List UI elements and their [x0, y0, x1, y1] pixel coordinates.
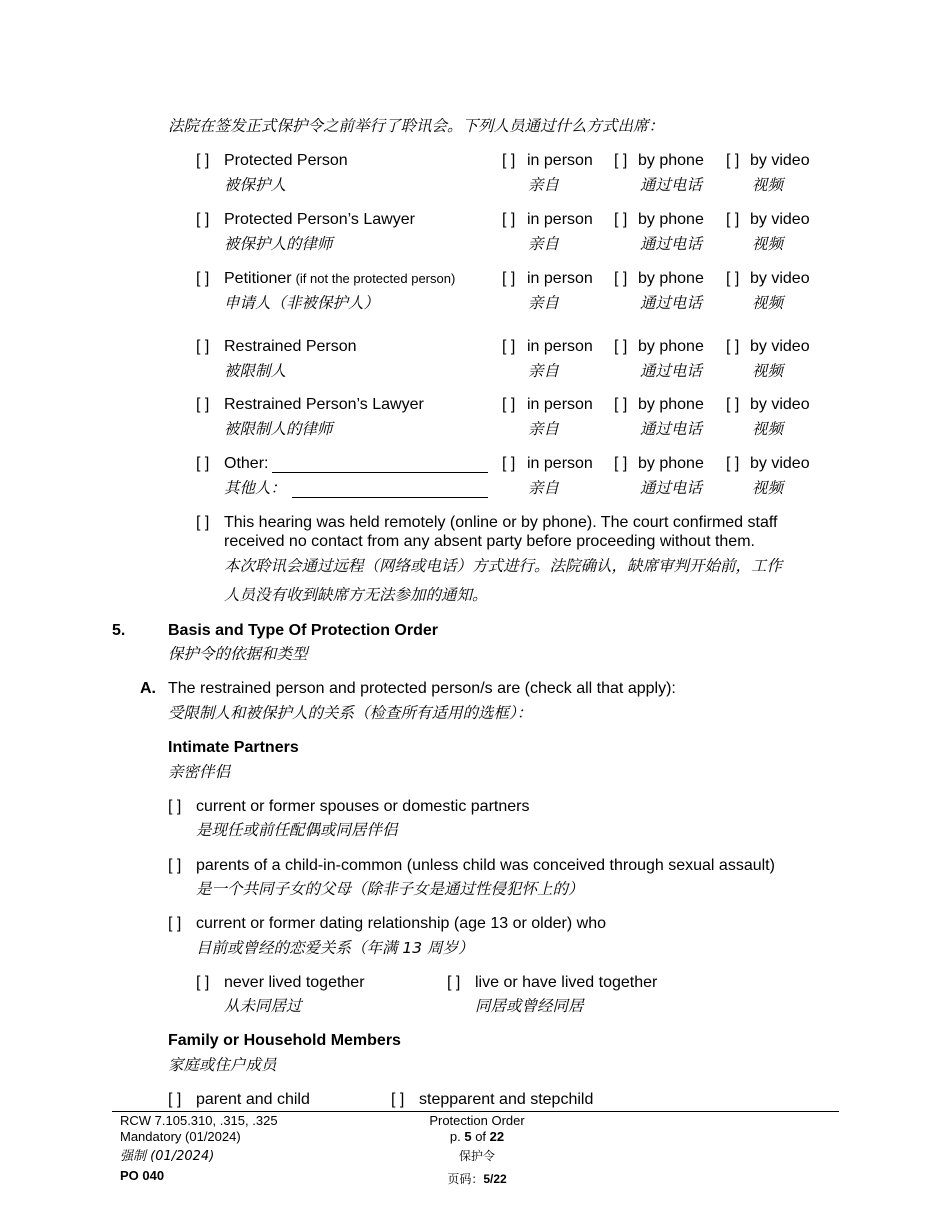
by-video-label: by video	[750, 270, 810, 287]
intimate-item: current or former dating relationship (age 13 or older) who	[196, 915, 606, 932]
part-a-text-zh: 受限制人和被保护人的关系（检查所有适用的选框）：	[168, 704, 533, 722]
attendee-checkbox[interactable]: [ ]	[196, 455, 210, 472]
never-lived-checkbox[interactable]: [ ]	[196, 974, 210, 991]
by-video-label: by video	[750, 455, 810, 472]
by-phone-checkbox[interactable]: [ ]	[614, 455, 628, 472]
intimate-item-zh: 是一个共同子女的父母（除非子女是通过性侵犯怀上的）	[196, 880, 584, 898]
by-phone-label-zh: 通过电话	[640, 420, 703, 438]
by-phone-label-zh: 通过电话	[640, 479, 703, 497]
by-phone-checkbox[interactable]: [ ]	[614, 396, 628, 413]
remote-text-line2: received no contact from any absent party before proceeding without them.	[224, 533, 755, 550]
parent-child-checkbox[interactable]: [ ]	[168, 1091, 182, 1108]
attendee-name: Protected Person	[224, 152, 348, 169]
intimate-checkbox[interactable]: [ ]	[168, 798, 182, 815]
attendee-label-zh: 其他人：	[224, 479, 287, 497]
footer-form-number: PO 040	[120, 1168, 165, 1183]
attendee-label	[224, 397, 424, 413]
in-person-label: in person	[527, 338, 593, 355]
attendee-checkbox[interactable]: [ ]	[196, 211, 210, 228]
intro-zh: 法院在签发正式保护令之前举行了聆讯会。下列人员通过什么方式出席：	[168, 117, 665, 135]
intimate-heading-zh: 亲密伴侣	[168, 763, 231, 781]
stepparent-checkbox[interactable]: [ ]	[391, 1091, 405, 1108]
lived-together-checkbox[interactable]: [ ]	[447, 974, 461, 991]
attendee-checkbox[interactable]: [ ]	[196, 270, 210, 287]
footer-page	[450, 1130, 504, 1143]
section-number: 5.	[112, 622, 126, 639]
by-phone-checkbox[interactable]: [ ]	[614, 270, 628, 287]
by-video-checkbox[interactable]: [ ]	[726, 338, 740, 355]
in-person-label: in person	[527, 270, 593, 287]
section-title: Basis and Type Of Protection Order	[168, 622, 438, 639]
parent-child-label: parent and child	[196, 1091, 310, 1108]
intimate-checkbox[interactable]: [ ]	[168, 857, 182, 874]
in-person-checkbox[interactable]: [ ]	[502, 455, 516, 472]
by-video-checkbox[interactable]: [ ]	[726, 211, 740, 228]
section-title-zh: 保护令的依据和类型	[168, 645, 308, 663]
remote-zh-line2: 人员没有收到缺席方无法参加的通知。	[224, 586, 488, 604]
footer-page-zh-wrap	[447, 1173, 506, 1185]
footer-title: Protection Order	[429, 1113, 525, 1128]
by-video-label-zh: 视频	[752, 176, 784, 194]
attendee-name: Other:	[224, 455, 269, 472]
by-phone-label: by phone	[638, 211, 704, 228]
footer-mandatory: Mandatory (01/2024)	[120, 1129, 241, 1144]
by-video-checkbox[interactable]: [ ]	[726, 270, 740, 287]
by-video-label: by video	[750, 152, 810, 169]
attendee-label	[224, 153, 348, 169]
part-a-text: The restrained person and protected person/s are (check all that apply):	[168, 680, 676, 697]
family-heading: Family or Household Members	[168, 1032, 401, 1049]
intimate-item-zh: 目前或曾经的恋爱关系（年满 13 周岁）	[196, 939, 474, 957]
lived-together-label: live or have lived together	[475, 974, 658, 991]
footer-divider	[112, 1111, 839, 1112]
by-video-label: by video	[750, 338, 810, 355]
by-phone-label: by phone	[638, 152, 704, 169]
footer-page-zh-prefix: 页码：	[447, 1172, 484, 1186]
attendee-label	[224, 271, 455, 287]
by-phone-label-zh: 通过电话	[640, 294, 703, 312]
attendee-note: (if not the protected person)	[295, 271, 456, 286]
attendee-name: Restrained Person	[224, 338, 357, 355]
by-phone-label: by phone	[638, 455, 704, 472]
in-person-label: in person	[527, 396, 593, 413]
by-phone-checkbox[interactable]: [ ]	[614, 152, 628, 169]
part-a-letter: A.	[140, 680, 156, 697]
by-video-label: by video	[750, 211, 810, 228]
attendee-label	[224, 339, 357, 355]
intimate-checkbox[interactable]: [ ]	[168, 915, 182, 932]
in-person-label-zh: 亲自	[528, 235, 560, 253]
by-phone-checkbox[interactable]: [ ]	[614, 338, 628, 355]
attendee-label-zh: 被限制人	[224, 362, 287, 380]
attendee-label	[224, 212, 415, 228]
attendee-checkbox[interactable]: [ ]	[196, 152, 210, 169]
by-phone-label: by phone	[638, 270, 704, 287]
attendee-name: Restrained Person’s Lawyer	[224, 396, 424, 413]
by-phone-label: by phone	[638, 396, 704, 413]
intimate-item: parents of a child-in-common (unless child was conceived through sexual assault)	[196, 857, 775, 874]
in-person-label: in person	[527, 455, 593, 472]
by-video-checkbox[interactable]: [ ]	[726, 455, 740, 472]
other-name-field-zh[interactable]	[292, 497, 488, 498]
attendee-label-zh: 被保护人	[224, 176, 287, 194]
by-phone-label-zh: 通过电话	[640, 235, 703, 253]
attendee-name: Petitioner	[224, 270, 292, 287]
intimate-item: current or former spouses or domestic partners	[196, 798, 530, 815]
attendee-name: Protected Person’s Lawyer	[224, 211, 415, 228]
by-video-label-zh: 视频	[752, 479, 784, 497]
never-lived-label: never lived together	[224, 974, 365, 991]
in-person-checkbox[interactable]: [ ]	[502, 211, 516, 228]
never-lived-label-zh: 从未同居过	[224, 997, 302, 1015]
footer-page-total: 22	[489, 1129, 505, 1144]
in-person-checkbox[interactable]: [ ]	[502, 152, 516, 169]
in-person-label: in person	[527, 211, 593, 228]
in-person-label-zh: 亲自	[528, 362, 560, 380]
in-person-label: in person	[527, 152, 593, 169]
in-person-label-zh: 亲自	[528, 176, 560, 194]
in-person-label-zh: 亲自	[528, 294, 560, 312]
by-video-label-zh: 视频	[752, 420, 784, 438]
by-phone-checkbox[interactable]: [ ]	[614, 211, 628, 228]
attendee-label-zh: 被限制人的律师	[224, 420, 333, 438]
attendee-checkbox[interactable]: [ ]	[196, 396, 210, 413]
in-person-checkbox[interactable]: [ ]	[502, 338, 516, 355]
intimate-heading: Intimate Partners	[168, 739, 299, 756]
in-person-checkbox[interactable]: [ ]	[502, 396, 516, 413]
attendee-label-zh: 被保护人的律师	[224, 235, 333, 253]
in-person-label-zh: 亲自	[528, 420, 560, 438]
lived-together-label-zh: 同居或曾经同居	[475, 997, 584, 1015]
by-video-checkbox[interactable]: [ ]	[726, 152, 740, 169]
intimate-item-zh: 是现任或前任配偶或同居伴侣	[196, 821, 398, 839]
footer-page-of: of	[475, 1129, 487, 1144]
in-person-label-zh: 亲自	[528, 479, 560, 497]
remote-text-line1: This hearing was held remotely (online or by phone). The court confirmed staff	[224, 514, 778, 531]
by-video-label: by video	[750, 396, 810, 413]
attendee-label-zh: 申请人（非被保护人）	[224, 294, 380, 312]
by-phone-label-zh: 通过电话	[640, 176, 703, 194]
footer-page-number: 5	[464, 1129, 472, 1144]
stepparent-label: stepparent and stepchild	[419, 1091, 594, 1108]
by-phone-label: by phone	[638, 338, 704, 355]
other-name-field[interactable]	[272, 472, 488, 473]
by-video-label-zh: 视频	[752, 235, 784, 253]
attendee-label	[224, 456, 268, 472]
family-heading-zh: 家庭或住户成员	[168, 1056, 277, 1074]
by-video-label-zh: 视频	[752, 362, 784, 380]
remote-checkbox[interactable]: [ ]	[196, 514, 210, 531]
footer-rcw: RCW 7.105.310, .315, .325	[120, 1113, 278, 1128]
by-video-label-zh: 视频	[752, 294, 784, 312]
attendee-checkbox[interactable]: [ ]	[196, 338, 210, 355]
by-phone-label-zh: 通过电话	[640, 362, 703, 380]
remote-zh-line1: 本次聆讯会通过远程（网络或电话）方式进行。法院确认，缺席审判开始前，工作	[224, 557, 783, 575]
footer-mandatory-zh: 强制 (01/2024)	[120, 1149, 215, 1164]
footer-page-prefix: p.	[449, 1129, 461, 1144]
footer-page-zh: 5/22	[483, 1172, 507, 1186]
by-video-checkbox[interactable]: [ ]	[726, 396, 740, 413]
in-person-checkbox[interactable]: [ ]	[502, 270, 516, 287]
footer-title-zh: 保护令	[458, 1149, 496, 1163]
